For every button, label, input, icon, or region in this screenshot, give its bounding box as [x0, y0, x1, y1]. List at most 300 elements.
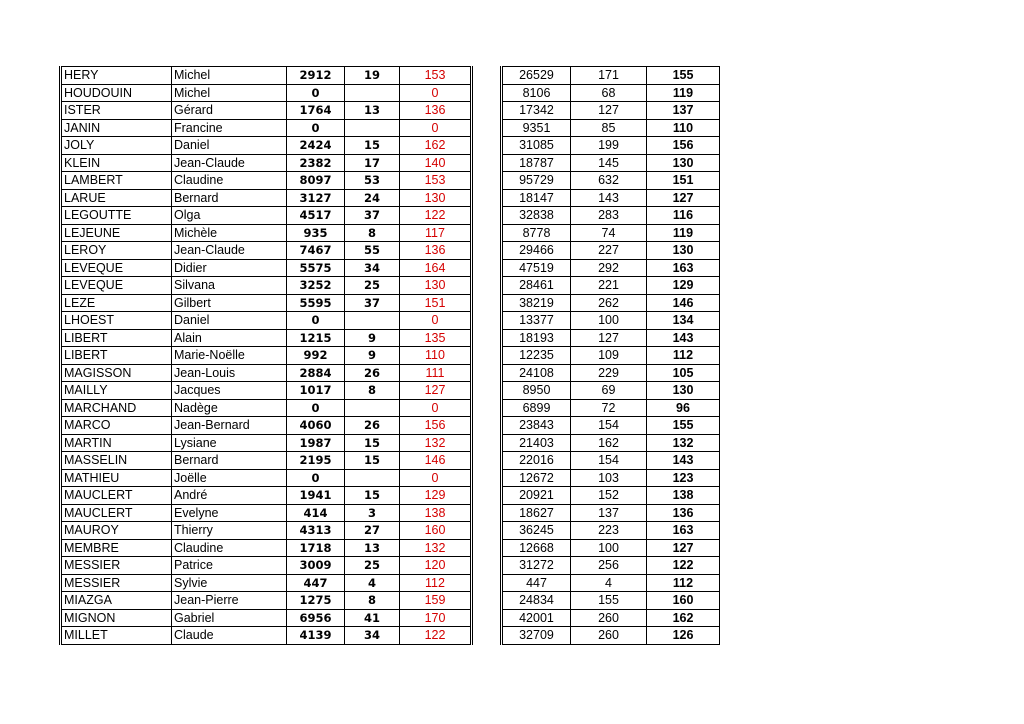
table-row: [61, 189, 472, 207]
average-cell: 112: [400, 574, 472, 592]
total-points-cell: 47519: [502, 259, 571, 277]
table-row: [502, 627, 720, 645]
total-average-cell: 162: [647, 609, 720, 627]
total-count-cell: 100: [571, 539, 647, 557]
total-average-cell: 160: [647, 592, 720, 610]
total-average-cell: 163: [647, 522, 720, 540]
points-cell: 6956: [287, 609, 345, 627]
total-points-cell: 20921: [502, 487, 571, 505]
table-row: [61, 347, 472, 365]
points-cell: 2912: [287, 67, 345, 85]
count-cell: 26: [345, 417, 400, 435]
average-cell: 0: [400, 119, 472, 137]
table-row: [61, 539, 472, 557]
table-row: [61, 242, 472, 260]
points-cell: 1987: [287, 434, 345, 452]
last-name-cell: LEZE: [61, 294, 172, 312]
average-cell: 127: [400, 382, 472, 400]
table-row: [502, 154, 720, 172]
last-name-cell: MEMBRE: [61, 539, 172, 557]
table-row: [502, 399, 720, 417]
points-cell: 1941: [287, 487, 345, 505]
count-cell: 13: [345, 102, 400, 120]
table-row: [61, 487, 472, 505]
table-row: [502, 557, 720, 575]
points-cell: 447: [287, 574, 345, 592]
total-count-cell: 221: [571, 277, 647, 295]
last-name-cell: LEVEQUE: [61, 259, 172, 277]
average-cell: 120: [400, 557, 472, 575]
points-cell: 3127: [287, 189, 345, 207]
total-count-cell: 109: [571, 347, 647, 365]
average-cell: 162: [400, 137, 472, 155]
table-row: [61, 312, 472, 330]
points-cell: 0: [287, 399, 345, 417]
first-name-cell: Michel: [172, 67, 287, 85]
table-row: [502, 172, 720, 190]
average-cell: 140: [400, 154, 472, 172]
table-row: [61, 259, 472, 277]
average-cell: 132: [400, 539, 472, 557]
first-name-cell: Joëlle: [172, 469, 287, 487]
total-points-cell: 95729: [502, 172, 571, 190]
table-row: [61, 399, 472, 417]
table-row: [502, 137, 720, 155]
points-cell: 3252: [287, 277, 345, 295]
last-name-cell: HERY: [61, 67, 172, 85]
total-average-cell: 155: [647, 67, 720, 85]
count-cell: 15: [345, 434, 400, 452]
total-points-cell: 32709: [502, 627, 571, 645]
total-points-cell: 31085: [502, 137, 571, 155]
table-row: [502, 312, 720, 330]
first-name-cell: Jean-Louis: [172, 364, 287, 382]
count-cell: 27: [345, 522, 400, 540]
average-cell: 153: [400, 67, 472, 85]
total-points-cell: 38219: [502, 294, 571, 312]
table-row: [502, 487, 720, 505]
table-row: [61, 224, 472, 242]
first-name-cell: Michel: [172, 84, 287, 102]
points-cell: 0: [287, 312, 345, 330]
first-name-cell: Francine: [172, 119, 287, 137]
total-count-cell: 632: [571, 172, 647, 190]
first-name-cell: Marie-Noëlle: [172, 347, 287, 365]
total-average-cell: 127: [647, 189, 720, 207]
count-cell: [345, 312, 400, 330]
points-cell: 1017: [287, 382, 345, 400]
table-row: [502, 364, 720, 382]
table-row: [61, 102, 472, 120]
last-name-cell: MAUROY: [61, 522, 172, 540]
total-average-cell: 130: [647, 382, 720, 400]
left-table-body: [61, 67, 472, 645]
total-average-cell: 156: [647, 137, 720, 155]
count-cell: 4: [345, 574, 400, 592]
total-average-cell: 155: [647, 417, 720, 435]
total-points-cell: 24834: [502, 592, 571, 610]
last-name-cell: MARCO: [61, 417, 172, 435]
total-points-cell: 18787: [502, 154, 571, 172]
total-points-cell: 42001: [502, 609, 571, 627]
first-name-cell: Thierry: [172, 522, 287, 540]
total-count-cell: 283: [571, 207, 647, 225]
left-table: [59, 66, 473, 645]
count-cell: 8: [345, 592, 400, 610]
count-cell: 34: [345, 259, 400, 277]
total-count-cell: 162: [571, 434, 647, 452]
last-name-cell: LEROY: [61, 242, 172, 260]
points-cell: 935: [287, 224, 345, 242]
first-name-cell: Claude: [172, 627, 287, 645]
total-points-cell: 32838: [502, 207, 571, 225]
count-cell: 26: [345, 364, 400, 382]
total-average-cell: 96: [647, 399, 720, 417]
average-cell: 151: [400, 294, 472, 312]
count-cell: 8: [345, 224, 400, 242]
last-name-cell: LEJEUNE: [61, 224, 172, 242]
first-name-cell: Lysiane: [172, 434, 287, 452]
total-count-cell: 69: [571, 382, 647, 400]
count-cell: 8: [345, 382, 400, 400]
average-cell: 164: [400, 259, 472, 277]
table-row: [61, 609, 472, 627]
total-count-cell: 262: [571, 294, 647, 312]
table-row: [502, 522, 720, 540]
table-row: [502, 539, 720, 557]
count-cell: 13: [345, 539, 400, 557]
total-average-cell: 143: [647, 452, 720, 470]
count-cell: [345, 84, 400, 102]
total-count-cell: 143: [571, 189, 647, 207]
count-cell: 15: [345, 452, 400, 470]
points-cell: 7467: [287, 242, 345, 260]
first-name-cell: Gérard: [172, 102, 287, 120]
count-cell: 37: [345, 294, 400, 312]
last-name-cell: JANIN: [61, 119, 172, 137]
total-count-cell: 74: [571, 224, 647, 242]
last-name-cell: MAUCLERT: [61, 504, 172, 522]
count-cell: 25: [345, 277, 400, 295]
table-row: [61, 627, 472, 645]
average-cell: 0: [400, 84, 472, 102]
total-points-cell: 8950: [502, 382, 571, 400]
points-cell: 1764: [287, 102, 345, 120]
total-count-cell: 154: [571, 417, 647, 435]
last-name-cell: JOLY: [61, 137, 172, 155]
total-points-cell: 447: [502, 574, 571, 592]
count-cell: [345, 399, 400, 417]
total-average-cell: 112: [647, 347, 720, 365]
total-points-cell: 23843: [502, 417, 571, 435]
last-name-cell: LIBERT: [61, 329, 172, 347]
table-row: [61, 452, 472, 470]
total-count-cell: 127: [571, 329, 647, 347]
last-name-cell: KLEIN: [61, 154, 172, 172]
total-average-cell: 143: [647, 329, 720, 347]
average-cell: 111: [400, 364, 472, 382]
right-table-body: [502, 67, 720, 645]
count-cell: 9: [345, 329, 400, 347]
first-name-cell: Silvana: [172, 277, 287, 295]
average-cell: 122: [400, 207, 472, 225]
table-row: [61, 417, 472, 435]
total-points-cell: 8778: [502, 224, 571, 242]
table-row: [502, 294, 720, 312]
total-average-cell: 126: [647, 627, 720, 645]
average-cell: 136: [400, 242, 472, 260]
total-points-cell: 26529: [502, 67, 571, 85]
first-name-cell: Bernard: [172, 189, 287, 207]
table-row: [502, 469, 720, 487]
table-row: [61, 67, 472, 85]
total-count-cell: 103: [571, 469, 647, 487]
total-average-cell: 122: [647, 557, 720, 575]
table-row: [61, 382, 472, 400]
table-row: [61, 592, 472, 610]
first-name-cell: Jean-Pierre: [172, 592, 287, 610]
total-average-cell: 119: [647, 84, 720, 102]
first-name-cell: Evelyne: [172, 504, 287, 522]
table-row: [61, 557, 472, 575]
table-row: [61, 504, 472, 522]
points-cell: 2382: [287, 154, 345, 172]
points-cell: 2424: [287, 137, 345, 155]
last-name-cell: MARCHAND: [61, 399, 172, 417]
total-points-cell: 12235: [502, 347, 571, 365]
first-name-cell: Gabriel: [172, 609, 287, 627]
total-points-cell: 8106: [502, 84, 571, 102]
count-cell: 19: [345, 67, 400, 85]
table-row: [61, 294, 472, 312]
count-cell: 15: [345, 137, 400, 155]
first-name-cell: Alain: [172, 329, 287, 347]
first-name-cell: Claudine: [172, 539, 287, 557]
table-row: [502, 504, 720, 522]
last-name-cell: MIAZGA: [61, 592, 172, 610]
count-cell: [345, 119, 400, 137]
total-count-cell: 68: [571, 84, 647, 102]
total-count-cell: 72: [571, 399, 647, 417]
total-count-cell: 260: [571, 609, 647, 627]
table-row: [502, 277, 720, 295]
first-name-cell: Jean-Claude: [172, 154, 287, 172]
total-points-cell: 9351: [502, 119, 571, 137]
count-cell: 41: [345, 609, 400, 627]
last-name-cell: LHOEST: [61, 312, 172, 330]
total-points-cell: 21403: [502, 434, 571, 452]
average-cell: 170: [400, 609, 472, 627]
average-cell: 117: [400, 224, 472, 242]
table-row: [61, 84, 472, 102]
average-cell: 135: [400, 329, 472, 347]
points-cell: 8097: [287, 172, 345, 190]
count-cell: 55: [345, 242, 400, 260]
last-name-cell: MAGISSON: [61, 364, 172, 382]
total-points-cell: 22016: [502, 452, 571, 470]
points-cell: 4139: [287, 627, 345, 645]
table-row: [502, 207, 720, 225]
first-name-cell: Olga: [172, 207, 287, 225]
total-average-cell: 110: [647, 119, 720, 137]
points-cell: 3009: [287, 557, 345, 575]
points-cell: 4313: [287, 522, 345, 540]
table-row: [61, 434, 472, 452]
last-name-cell: LAMBERT: [61, 172, 172, 190]
points-cell: 4517: [287, 207, 345, 225]
last-name-cell: LIBERT: [61, 347, 172, 365]
count-cell: 37: [345, 207, 400, 225]
table-row: [502, 452, 720, 470]
total-average-cell: 130: [647, 154, 720, 172]
total-count-cell: 137: [571, 504, 647, 522]
count-cell: 24: [345, 189, 400, 207]
table-row: [502, 189, 720, 207]
first-name-cell: Jacques: [172, 382, 287, 400]
table-row: [502, 382, 720, 400]
average-cell: 153: [400, 172, 472, 190]
table-row: [61, 207, 472, 225]
table-row: [61, 469, 472, 487]
total-count-cell: 4: [571, 574, 647, 592]
total-average-cell: 130: [647, 242, 720, 260]
points-cell: 4060: [287, 417, 345, 435]
average-cell: 146: [400, 452, 472, 470]
table-row: [61, 137, 472, 155]
total-count-cell: 145: [571, 154, 647, 172]
average-cell: 130: [400, 277, 472, 295]
count-cell: 53: [345, 172, 400, 190]
last-name-cell: MILLET: [61, 627, 172, 645]
total-count-cell: 152: [571, 487, 647, 505]
table-row: [502, 84, 720, 102]
last-name-cell: MESSIER: [61, 574, 172, 592]
last-name-cell: MASSELIN: [61, 452, 172, 470]
total-average-cell: 151: [647, 172, 720, 190]
table-row: [502, 102, 720, 120]
table-row: [502, 609, 720, 627]
table-row: [61, 329, 472, 347]
table-row: [61, 574, 472, 592]
first-name-cell: Didier: [172, 259, 287, 277]
total-points-cell: 29466: [502, 242, 571, 260]
average-cell: 0: [400, 469, 472, 487]
table-row: [61, 172, 472, 190]
total-points-cell: 31272: [502, 557, 571, 575]
total-points-cell: 18147: [502, 189, 571, 207]
table-row: [61, 154, 472, 172]
last-name-cell: LEVEQUE: [61, 277, 172, 295]
average-cell: 159: [400, 592, 472, 610]
points-cell: 1718: [287, 539, 345, 557]
points-cell: 1215: [287, 329, 345, 347]
average-cell: 156: [400, 417, 472, 435]
total-count-cell: 155: [571, 592, 647, 610]
table-row: [502, 417, 720, 435]
total-count-cell: 100: [571, 312, 647, 330]
points-cell: 2884: [287, 364, 345, 382]
table-row: [502, 259, 720, 277]
last-name-cell: MAILLY: [61, 382, 172, 400]
total-points-cell: 13377: [502, 312, 571, 330]
count-cell: 34: [345, 627, 400, 645]
average-cell: 136: [400, 102, 472, 120]
total-count-cell: 154: [571, 452, 647, 470]
average-cell: 110: [400, 347, 472, 365]
last-name-cell: LEGOUTTE: [61, 207, 172, 225]
total-count-cell: 85: [571, 119, 647, 137]
table-row: [61, 277, 472, 295]
points-cell: 992: [287, 347, 345, 365]
total-average-cell: 137: [647, 102, 720, 120]
total-average-cell: 129: [647, 277, 720, 295]
total-average-cell: 116: [647, 207, 720, 225]
total-points-cell: 18193: [502, 329, 571, 347]
average-cell: 0: [400, 399, 472, 417]
total-points-cell: 36245: [502, 522, 571, 540]
total-count-cell: 260: [571, 627, 647, 645]
total-points-cell: 12668: [502, 539, 571, 557]
total-average-cell: 127: [647, 539, 720, 557]
total-points-cell: 24108: [502, 364, 571, 382]
average-cell: 122: [400, 627, 472, 645]
first-name-cell: Daniel: [172, 312, 287, 330]
total-average-cell: 146: [647, 294, 720, 312]
total-points-cell: 12672: [502, 469, 571, 487]
last-name-cell: MESSIER: [61, 557, 172, 575]
average-cell: 138: [400, 504, 472, 522]
total-average-cell: 136: [647, 504, 720, 522]
average-cell: 0: [400, 312, 472, 330]
first-name-cell: Daniel: [172, 137, 287, 155]
points-cell: 5575: [287, 259, 345, 277]
last-name-cell: MARTIN: [61, 434, 172, 452]
table-row: [502, 242, 720, 260]
points-cell: 414: [287, 504, 345, 522]
points-cell: 2195: [287, 452, 345, 470]
first-name-cell: Jean-Bernard: [172, 417, 287, 435]
table-row: [502, 224, 720, 242]
table-row: [502, 434, 720, 452]
points-cell: 0: [287, 119, 345, 137]
last-name-cell: MATHIEU: [61, 469, 172, 487]
first-name-cell: Bernard: [172, 452, 287, 470]
first-name-cell: Patrice: [172, 557, 287, 575]
total-points-cell: 18627: [502, 504, 571, 522]
first-name-cell: Claudine: [172, 172, 287, 190]
table-row: [502, 347, 720, 365]
total-count-cell: 256: [571, 557, 647, 575]
count-cell: 3: [345, 504, 400, 522]
first-name-cell: Gilbert: [172, 294, 287, 312]
count-cell: 15: [345, 487, 400, 505]
total-average-cell: 119: [647, 224, 720, 242]
table-row: [502, 592, 720, 610]
last-name-cell: MAUCLERT: [61, 487, 172, 505]
last-name-cell: MIGNON: [61, 609, 172, 627]
total-count-cell: 292: [571, 259, 647, 277]
total-count-cell: 171: [571, 67, 647, 85]
total-average-cell: 138: [647, 487, 720, 505]
total-points-cell: 28461: [502, 277, 571, 295]
average-cell: 130: [400, 189, 472, 207]
total-average-cell: 105: [647, 364, 720, 382]
total-points-cell: 6899: [502, 399, 571, 417]
count-cell: [345, 469, 400, 487]
count-cell: 17: [345, 154, 400, 172]
total-average-cell: 132: [647, 434, 720, 452]
last-name-cell: LARUE: [61, 189, 172, 207]
